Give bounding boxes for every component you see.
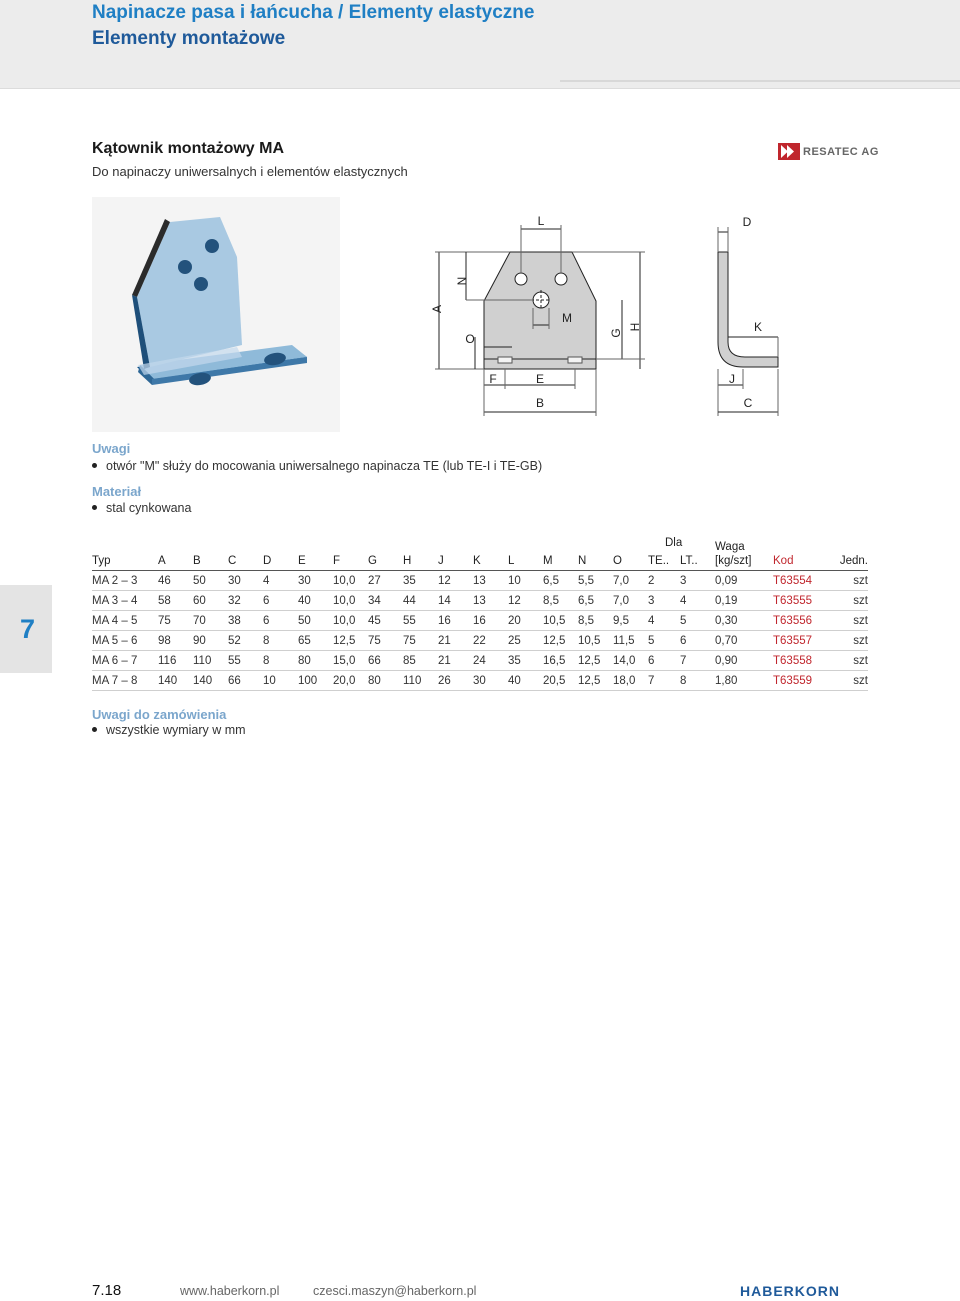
table-cell: 110 — [193, 651, 228, 671]
dim-label-f: F — [489, 372, 497, 386]
product-code-cell[interactable]: T63556 — [773, 611, 833, 631]
col-dla-group: Dla — [665, 537, 683, 549]
table-cell: 6 — [263, 591, 298, 611]
table-cell: szt — [833, 631, 868, 651]
chapter-tab — [0, 585, 52, 673]
table-cell: 14,0 — [613, 651, 648, 671]
dim-label-b: B — [535, 396, 545, 410]
table-cell: 6 — [648, 651, 680, 671]
footer-email[interactable]: czesci.maszyn@haberkorn.pl — [313, 1284, 477, 1298]
table-cell: 18,0 — [613, 671, 648, 691]
dim-label-c: C — [743, 396, 753, 410]
col-l: L — [508, 536, 543, 571]
table-cell: 22 — [473, 631, 508, 651]
material-item: stal cynkowana — [92, 501, 191, 515]
table-cell: 10,5 — [543, 611, 578, 631]
table-cell: 5,5 — [578, 571, 613, 591]
table-cell: 12,5 — [578, 651, 613, 671]
table-cell: 58 — [158, 591, 193, 611]
resatec-logo-icon — [778, 143, 800, 160]
table-cell: MA 3 – 4 — [92, 591, 158, 611]
col-c: C — [228, 536, 263, 571]
col-n: N — [578, 536, 613, 571]
col-typ: Typ — [92, 536, 158, 571]
table-cell: 4 — [680, 591, 715, 611]
table-row — [92, 631, 868, 651]
table-cell: 44 — [403, 591, 438, 611]
category-title: Napinacze pasa i łańcucha / Elementy elastyczne — [92, 2, 535, 23]
table-cell: 35 — [403, 571, 438, 591]
table-cell: 40 — [508, 671, 543, 691]
table-cell: 21 — [438, 631, 473, 651]
col-jedn: Jedn. — [833, 536, 868, 571]
table-cell: 5 — [680, 611, 715, 631]
table-cell: 9,5 — [613, 611, 648, 631]
table-cell: 140 — [193, 671, 228, 691]
dim-label-h: H — [628, 322, 642, 332]
table-cell: 3 — [680, 571, 715, 591]
col-lt: LT.. — [680, 536, 715, 571]
table-cell: 27 — [368, 571, 403, 591]
table-cell: 140 — [158, 671, 193, 691]
dim-label-a: A — [430, 304, 444, 314]
col-o: O — [613, 536, 648, 571]
dim-label-n: N — [455, 276, 469, 286]
table-cell: 16,5 — [543, 651, 578, 671]
table-cell: 10,5 — [578, 631, 613, 651]
table-cell: 8,5 — [578, 611, 613, 631]
table-cell: 12 — [438, 571, 473, 591]
product-code-cell[interactable]: T63557 — [773, 631, 833, 651]
dim-label-o: O — [465, 332, 475, 346]
table-cell: 66 — [368, 651, 403, 671]
haberkorn-logo: HABERKORN — [740, 1283, 840, 1299]
table-cell: szt — [833, 571, 868, 591]
product-code-cell[interactable]: T63558 — [773, 651, 833, 671]
table-cell: 10 — [263, 671, 298, 691]
table-cell: 25 — [508, 631, 543, 651]
table-cell: 8 — [263, 651, 298, 671]
table-cell: 0,90 — [715, 651, 773, 671]
table-row — [92, 591, 868, 611]
table-cell: 50 — [193, 571, 228, 591]
table-cell: 0,70 — [715, 631, 773, 651]
table-cell: 6 — [680, 631, 715, 651]
table-cell: MA 7 – 8 — [92, 671, 158, 691]
table-cell: 20,0 — [333, 671, 368, 691]
table-cell: 30 — [228, 571, 263, 591]
table-cell: 30 — [473, 671, 508, 691]
table-cell: MA 5 – 6 — [92, 631, 158, 651]
table-cell: 80 — [368, 671, 403, 691]
table-cell: 26 — [438, 671, 473, 691]
table-cell: 12,5 — [578, 671, 613, 691]
technical-drawing — [340, 197, 868, 432]
col-k: K — [473, 536, 508, 571]
table-cell: 6,5 — [578, 591, 613, 611]
table-cell: 66 — [228, 671, 263, 691]
dim-label-d: D — [742, 215, 752, 229]
footer-url[interactable]: www.haberkorn.pl — [180, 1284, 280, 1298]
table-cell: 20,5 — [543, 671, 578, 691]
table-cell: 50 — [298, 611, 333, 631]
table-cell: 13 — [473, 591, 508, 611]
dim-label-m: M — [562, 311, 572, 325]
table-cell: 10,0 — [333, 611, 368, 631]
table-cell: 32 — [228, 591, 263, 611]
table-cell: 6,5 — [543, 571, 578, 591]
table-cell: 7,0 — [613, 591, 648, 611]
table-cell: 1,80 — [715, 671, 773, 691]
table-cell: 40 — [298, 591, 333, 611]
product-subtitle: Do napinaczy uniwersalnych i elementów elastycznych — [92, 164, 408, 179]
notes-item: otwór "M" służy do mocowania uniwersalnego napinacza TE (lub TE-I i TE-GB) — [92, 459, 542, 473]
notes-heading: Uwagi — [92, 441, 131, 456]
table-cell: 10,0 — [333, 571, 368, 591]
table-cell: 35 — [508, 651, 543, 671]
table-cell: 80 — [298, 651, 333, 671]
table-cell: 8 — [680, 671, 715, 691]
table-cell: 0,30 — [715, 611, 773, 631]
table-cell: 90 — [193, 631, 228, 651]
col-d: D — [263, 536, 298, 571]
header-bottom-rule — [0, 88, 960, 89]
table-cell: 15,0 — [333, 651, 368, 671]
table-cell: 60 — [193, 591, 228, 611]
table-cell: 98 — [158, 631, 193, 651]
table-cell: 75 — [403, 631, 438, 651]
table-cell: 4 — [263, 571, 298, 591]
table-cell: 75 — [158, 611, 193, 631]
col-e: E — [298, 536, 333, 571]
bracket-photo — [92, 197, 338, 432]
subcategory-title: Elementy montażowe — [92, 28, 286, 49]
table-cell: 30 — [298, 571, 333, 591]
table-row — [92, 671, 868, 691]
table-cell: 3 — [648, 591, 680, 611]
table-cell: 55 — [228, 651, 263, 671]
table-cell: 65 — [298, 631, 333, 651]
table-row — [92, 571, 868, 591]
table-cell: 38 — [228, 611, 263, 631]
table-cell: szt — [833, 671, 868, 691]
col-h: H — [403, 536, 438, 571]
page-number: 7.18 — [92, 1282, 122, 1299]
page-header — [0, 0, 960, 88]
table-cell: 10,0 — [333, 591, 368, 611]
table-cell: 110 — [403, 671, 438, 691]
page-footer — [0, 1278, 960, 1301]
table-cell: 16 — [473, 611, 508, 631]
product-code-cell[interactable]: T63555 — [773, 591, 833, 611]
table-cell: 8 — [263, 631, 298, 651]
table-cell: szt — [833, 651, 868, 671]
table-cell: szt — [833, 591, 868, 611]
table-cell: 21 — [438, 651, 473, 671]
dim-label-j: J — [729, 372, 735, 386]
table-cell: MA 2 – 3 — [92, 571, 158, 591]
table-cell: 24 — [473, 651, 508, 671]
col-waga: Waga [kg/szt] — [715, 536, 773, 571]
table-row — [92, 611, 868, 631]
spec-table — [92, 536, 868, 691]
material-heading: Materiał — [92, 484, 142, 499]
table-cell: 20 — [508, 611, 543, 631]
table-cell: 0,09 — [715, 571, 773, 591]
table-header-row — [92, 536, 868, 571]
table-cell: 34 — [368, 591, 403, 611]
dim-label-g: G — [609, 328, 623, 338]
col-f: F — [333, 536, 368, 571]
table-row — [92, 651, 868, 671]
table-cell: 2 — [648, 571, 680, 591]
table-cell: 14 — [438, 591, 473, 611]
table-cell: 5 — [648, 631, 680, 651]
col-g: G — [368, 536, 403, 571]
table-cell: 7 — [680, 651, 715, 671]
dim-label-e: E — [535, 372, 545, 386]
table-cell: 11,5 — [613, 631, 648, 651]
table-cell: 7 — [648, 671, 680, 691]
table-cell: MA 6 – 7 — [92, 651, 158, 671]
table-cell: 10 — [508, 571, 543, 591]
col-j: J — [438, 536, 473, 571]
table-cell: 52 — [228, 631, 263, 651]
table-cell: szt — [833, 611, 868, 631]
table-cell: 45 — [368, 611, 403, 631]
table-cell: 12,5 — [333, 631, 368, 651]
table-cell: 12,5 — [543, 631, 578, 651]
table-cell: 75 — [368, 631, 403, 651]
table-cell: 12 — [508, 591, 543, 611]
product-code-cell[interactable]: T63559 — [773, 671, 833, 691]
col-b: B — [193, 536, 228, 571]
table-cell: 46 — [158, 571, 193, 591]
table-cell: 4 — [648, 611, 680, 631]
dim-label-k: K — [753, 320, 763, 334]
product-title: Kątownik montażowy MA — [92, 140, 285, 157]
table-cell: 7,0 — [613, 571, 648, 591]
table-cell: 116 — [158, 651, 193, 671]
col-te: Dla TE.. — [648, 536, 680, 571]
col-kod: Kod — [773, 536, 833, 571]
product-code-cell[interactable]: T63554 — [773, 571, 833, 591]
table-cell: 85 — [403, 651, 438, 671]
table-cell: 16 — [438, 611, 473, 631]
resatec-logo-text: RESATEC AG — [803, 146, 879, 158]
table-cell: MA 4 – 5 — [92, 611, 158, 631]
col-a: A — [158, 536, 193, 571]
order-notes-heading: Uwagi do zamówienia — [92, 707, 227, 722]
dim-label-l: L — [537, 214, 545, 228]
table-cell: 70 — [193, 611, 228, 631]
header-divider — [560, 80, 960, 82]
table-cell: 13 — [473, 571, 508, 591]
table-cell: 6 — [263, 611, 298, 631]
order-notes-item: wszystkie wymiary w mm — [92, 723, 246, 737]
chapter-number: 7 — [20, 614, 36, 644]
table-cell: 8,5 — [543, 591, 578, 611]
table-cell: 55 — [403, 611, 438, 631]
table-cell: 0,19 — [715, 591, 773, 611]
resatec-logo — [778, 143, 879, 161]
col-m: M — [543, 536, 578, 571]
table-cell: 100 — [298, 671, 333, 691]
